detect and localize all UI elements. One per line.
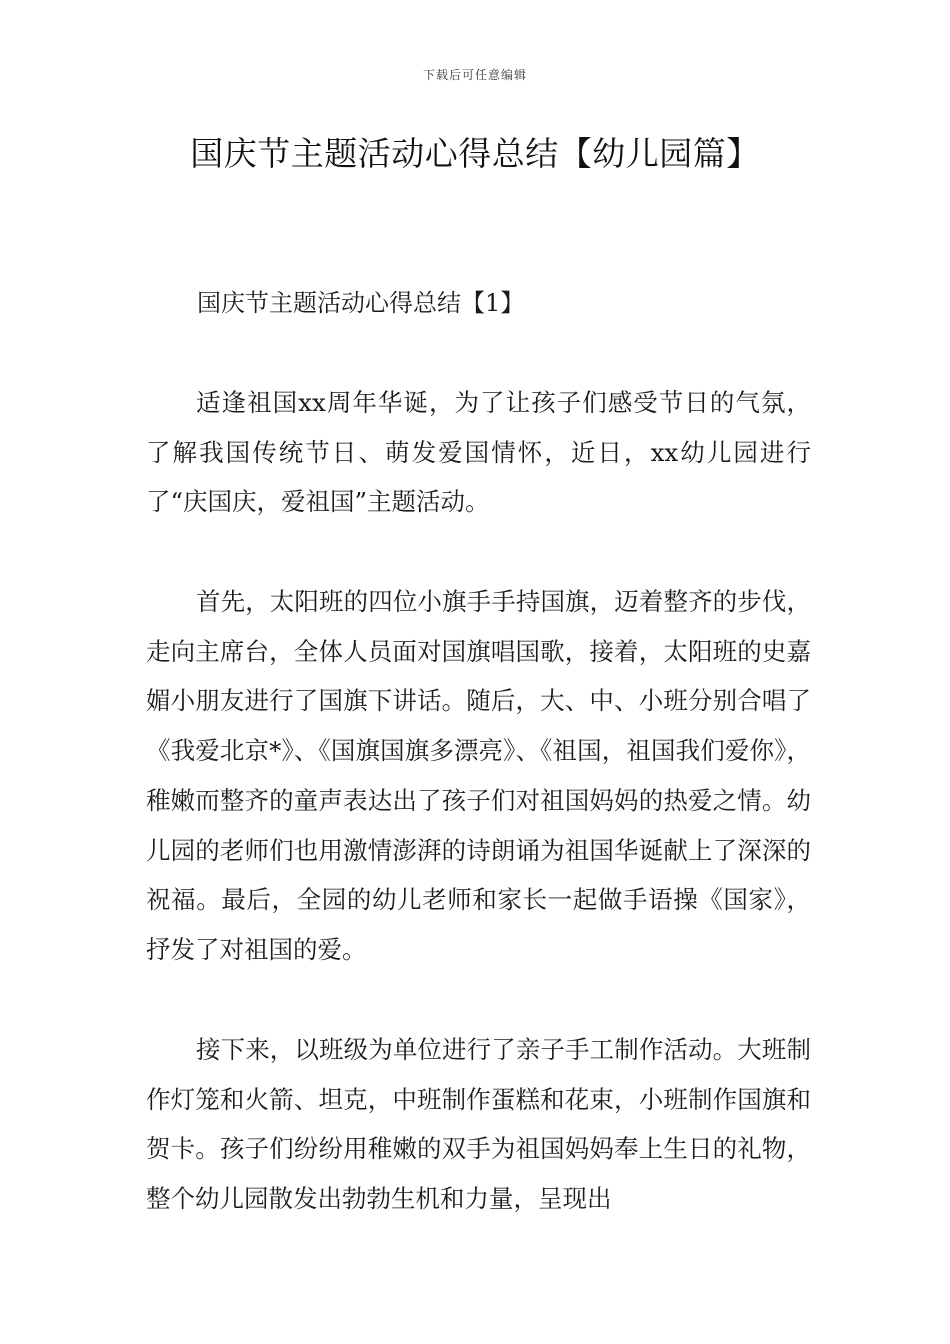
document-title: 国庆节主题活动心得总结【幼儿园篇】 — [190, 134, 760, 173]
header-note: 下载后可任意编辑 — [422, 68, 527, 82]
paragraph-3: 接下来，以班级为单位进行了亲子手工制作活动。大班制作灯笼和火箭、坦克，中班制作蛋糕和花束，小班制作国旗和贺卡。孩子们纷纷用稚嫩的双手为祖国妈妈奉上生日的礼物，整个幼儿园散发出勃勃生机和力量，呈现出 — [146, 1035, 811, 1214]
paragraph-2: 首先，太阳班的四位小旗手手持国旗，迈着整齐的步伐，走向主席台，全体人员面对国旗唱国歌，接着，太阳班的史嘉媚小朋友进行了国旗下讲话。随后，大、中、小班分别合唱了《我爱北京*》、《国旗国旗多漂亮》、《祖国，祖国我们爱你》，稚嫩而整齐的童声表达出了孩子们对祖国妈妈的热爱之情。幼儿园的老师们也用激情澎湃的诗朗诵为祖国华诞献上了深深的祝福。最后，全园的幼儿老师和家长一起做手语操《国家》，抒发了对祖国的爱。 — [146, 587, 811, 964]
paragraph-1: 适逢祖国xx周年华诞，为了让孩子们感受节日的气氛，了解我国传统节日、萌发爱国情怀，近日，xx幼儿园进行了“庆国庆，爱祖国”主题活动。 — [146, 388, 811, 517]
section-heading: 国庆节主题活动心得总结【1】 — [197, 289, 525, 317]
